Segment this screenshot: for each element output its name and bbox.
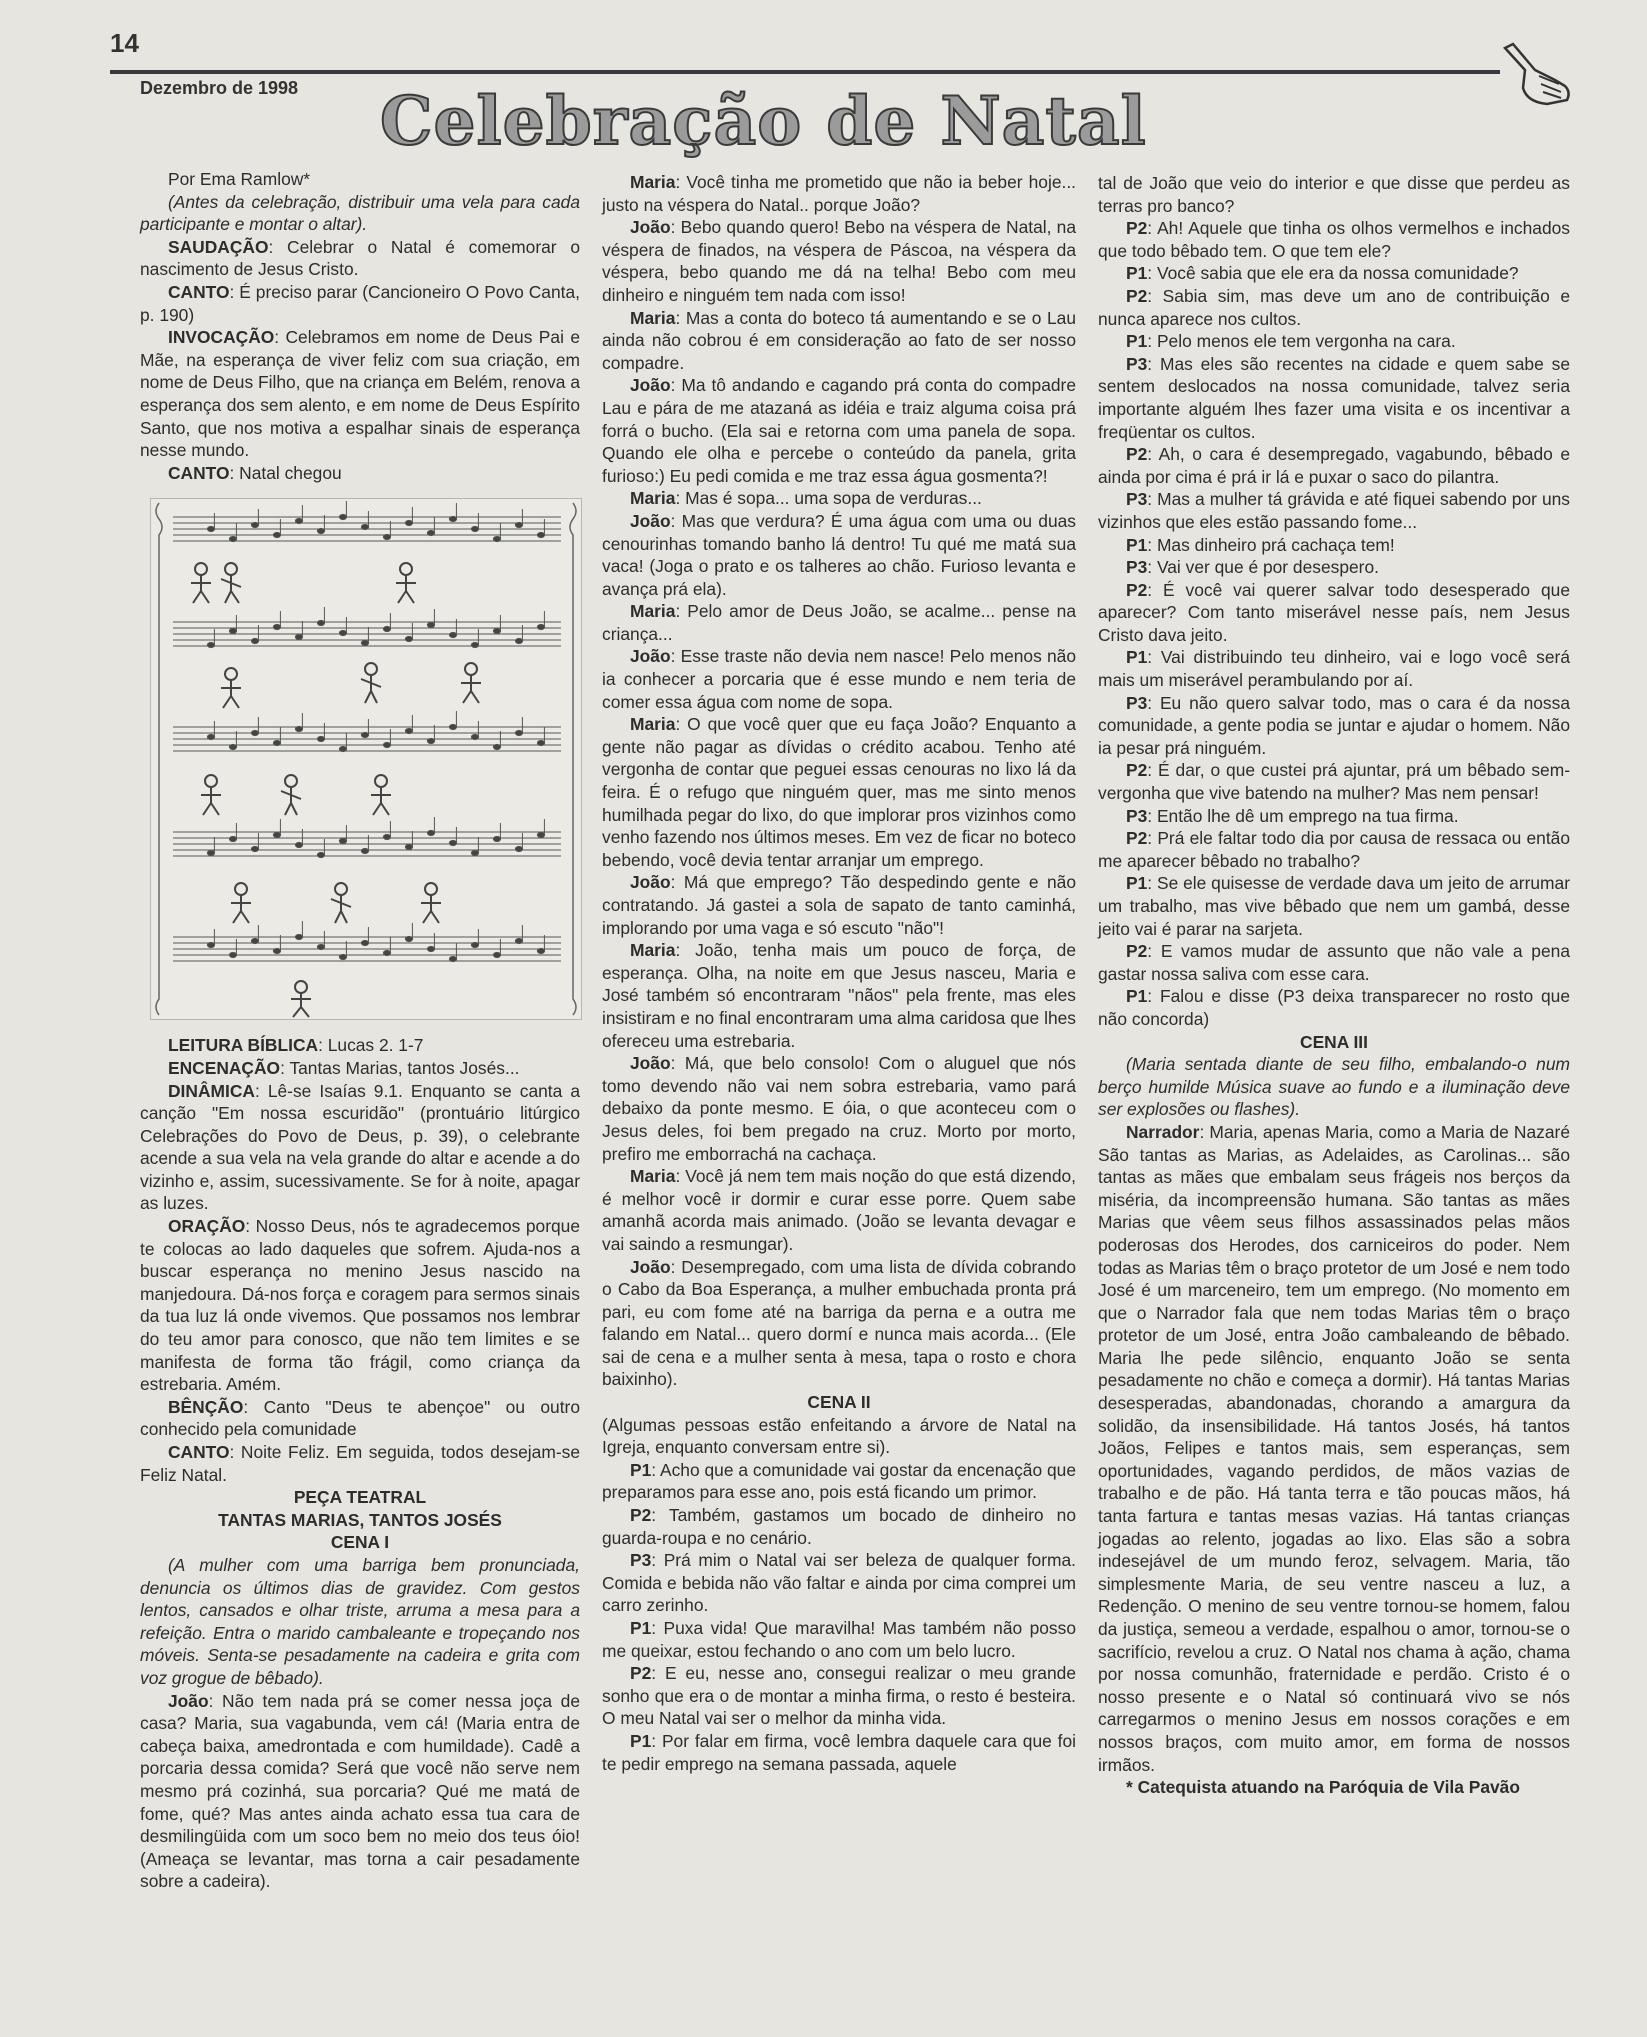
- music-note: [493, 629, 500, 634]
- speaker-label: P1: [1126, 263, 1148, 284]
- dialogue-line: [602, 600, 1076, 645]
- music-note: [229, 537, 236, 542]
- music-note: [339, 515, 346, 520]
- dialogue-text: : E vamos mudar de assunto que não vale a pena gastar nossa saliva com esse cara.: [1098, 941, 1570, 984]
- dialogue-line: [1098, 217, 1570, 262]
- speaker-label: Maria: [630, 307, 676, 328]
- speaker-label: P1: [630, 1730, 652, 1751]
- speaker-label: P2: [630, 1505, 652, 1526]
- speaker-label: P3: [1126, 692, 1148, 713]
- dialogue-line: [1098, 488, 1570, 533]
- column-1: [140, 168, 580, 1893]
- pointing-hand-icon: [1495, 40, 1575, 110]
- section-label: ORAÇÃO: [168, 1216, 246, 1237]
- dialogue-line: [1098, 646, 1570, 691]
- speaker-label: P1: [1126, 986, 1148, 1007]
- dialogue-line: [1098, 805, 1570, 828]
- dialogue-line: [1098, 579, 1570, 647]
- dialogue-text: : Ah, o cara é desempregado, vagabundo, bêbado e ainda por cima é prá ir lá e puxar o saco do pilantra.: [1098, 444, 1570, 487]
- speaker-label: Maria: [630, 940, 676, 961]
- column-3: [1098, 172, 1570, 1799]
- dialogue-text: : Prá ele faltar todo dia por causa de ressaca ou então me aparecer bêbado no trabalho?: [1098, 828, 1570, 871]
- music-note: [251, 731, 258, 736]
- music-note: [251, 639, 258, 644]
- dialogue-text: : Má que emprego? Tão despedindo gente e não contratando. Já gastei a sola de sapato de tanto caminhá, implorando por uma vaga e só escuto "não"!: [602, 872, 1076, 938]
- dialogue-line: [602, 1165, 1076, 1255]
- speaker-label: Maria: [630, 1166, 676, 1187]
- dialogue-text: : Mas é sopa... uma sopa de verduras...: [675, 488, 982, 509]
- speaker-label: P3: [1126, 557, 1148, 578]
- footnote: * Catequista atuando na Paróquia de Vila Pavão: [1126, 1777, 1520, 1798]
- music-note: [273, 533, 280, 538]
- music-note: [515, 847, 522, 852]
- dialogue-text: : Mas dinheiro prá cachaça tem!: [1147, 534, 1395, 555]
- section-text: : É preciso parar (Cancioneiro O Povo Canta, p. 190): [140, 281, 580, 325]
- dialogue-text: : Pelo menos ele tem vergonha na cara.: [1147, 331, 1456, 352]
- dialogue-text: : Ma tô andando e cagando prá conta do compadre Lau e pára de me atazaná as idéia e traiz alguma coisa prá forrá o bucho. (Ela sai e retorna com uma panela de sopa. Quando ele olha e percebe o conteúdo da panela, grita furioso:) Eu pedi comida e me traz essa água gosmenta?!: [602, 375, 1076, 486]
- issue-date: Dezembro de 1998: [140, 78, 299, 98]
- dialogue-text: : Acho que a comunidade vai gostar da encenação que preparamos para esse ano, pois está ficando um primor.: [602, 1459, 1076, 1503]
- scene-heading: CENA III: [1300, 1031, 1368, 1052]
- section-label: ENCENAÇÃO: [168, 1057, 281, 1078]
- dialogue-text: : Falou e disse (P3 deixa transparecer no rosto que não concorda): [1098, 986, 1570, 1029]
- music-note: [295, 727, 302, 732]
- dialogue-line: [602, 487, 1076, 510]
- dialogue-text: : Bebo quando quero! Bebo na véspera de Natal, na véspera de finados, na véspera de Páscoa, na véspera da véspera, bebo quando me dá na telha! Bebo com meu dinheiro e ninguém tem nada com isso!: [602, 217, 1076, 305]
- music-note: [207, 527, 214, 532]
- dialogue-line: [1098, 827, 1570, 872]
- music-note: [317, 853, 324, 858]
- paragraph: [140, 326, 580, 462]
- music-note: [229, 953, 236, 958]
- music-note: [493, 745, 500, 750]
- dialogue-text: : João, tenha mais um pouco de força, de esperança. Olha, na noite em que Jesus nasceu, Maria e José também só encontraram "nãos" pela frente, mas eles insistiram e no final encontraram uma alma caridosa que lhes ofereceu uma estrebaria.: [602, 940, 1076, 1051]
- music-note: [251, 939, 258, 944]
- music-note: [273, 833, 280, 838]
- dialogue-line: [1098, 872, 1570, 940]
- dialogue-text: : É dar, o que custei prá ajuntar, prá um bêbado sem-vergonha que vive batendo na mulher? Mas nem pensar!: [1098, 760, 1570, 804]
- dialogue-line: [602, 645, 1076, 713]
- music-note: [515, 523, 522, 528]
- music-note: [515, 939, 522, 944]
- dialogue-text: : Prá mim o Natal vai ser beleza de qualquer forma. Comida e bebida não vão faltar e ainda por cima comprei um carro zerinho.: [602, 1550, 1076, 1616]
- section-text: : Celebrar o Natal é comemorar o nascimento de Jesus Cristo.: [140, 236, 580, 280]
- paragraph: [140, 236, 580, 281]
- dialogue-line: [1098, 262, 1570, 285]
- score-border: [156, 503, 576, 1015]
- dialogue-line: [602, 510, 1076, 600]
- dialogue-text: : Ah! Aquele que tinha os olhos vermelhos e inchados que todo bêbado tem. O que tem ele?: [1098, 218, 1570, 261]
- music-note: [229, 629, 236, 634]
- music-note: [339, 631, 346, 636]
- music-note: [361, 733, 368, 738]
- music-note: [471, 943, 478, 948]
- music-note: [207, 735, 214, 740]
- music-note: [361, 525, 368, 530]
- section-text: : Tantas Marias, tantos Josés...: [280, 1057, 520, 1078]
- header-rule: [110, 70, 1500, 74]
- dialogue-line: [602, 1504, 1076, 1549]
- speaker-label: João: [630, 1256, 671, 1277]
- dialogue-line: [602, 1549, 1076, 1617]
- speaker-label: João: [630, 375, 671, 396]
- author-line: Por Ema Ramlow*: [168, 169, 311, 189]
- paragraph: [140, 1057, 580, 1080]
- speaker-label: P3: [1126, 805, 1148, 826]
- music-note: [273, 949, 280, 954]
- dialogue-line: [602, 1617, 1076, 1662]
- music-note: [251, 523, 258, 528]
- music-note: [317, 737, 324, 742]
- paragraph: [140, 1080, 580, 1216]
- speaker-label: P1: [1126, 331, 1148, 352]
- music-note: [295, 519, 302, 524]
- dialogue-text: : Não tem nada prá se comer nessa joça de casa? Maria, sua vagabunda, vem cá! (Maria entra de cabeça baixa, amedrontada e com humildade). Cadê a porcaria dessa comida? Será que você não serve nem mesmo prá cozinhá, sua porcaria? Qué me matá de fome, qué? Mas antes ainda achato essa tua cara de desmilingüida com um soco bem no meio dos teus óio! (Ameaça se levantar, mas torna a cair pesadamente sobre a cadeira).: [140, 1690, 580, 1892]
- speaker-label: P2: [630, 1663, 652, 1684]
- speaker-label: João: [630, 510, 671, 531]
- section-text: : Lucas 2. 1-7: [318, 1035, 424, 1056]
- music-note: [361, 641, 368, 646]
- music-staves: [173, 501, 561, 962]
- speaker-label: P1: [1126, 873, 1148, 894]
- music-note: [449, 841, 456, 846]
- dialogue-line: [1098, 1121, 1570, 1776]
- music-note: [383, 835, 390, 840]
- dialogue-line: [602, 713, 1076, 871]
- section-text: : Noite Feliz. Em seguida, todos desejam-se Feliz Natal.: [140, 1442, 580, 1485]
- dialogue-text: : Vai distribuindo teu dinheiro, vai e logo você será mais um miserável perambulando por aí.: [1098, 647, 1570, 691]
- dialogue-line: [602, 1459, 1076, 1504]
- stage-direction: (A mulher com uma barriga bem pronunciada, denuncia os últimos dias de gravidez. Com gestos lentos, cansados e olhar triste, arruma a mesa para a refeição. Entra o marido cambaleante e tropeçando nos móveis. Senta-se pesadamente na cadeira e grita com voz grogue de bêbado).: [140, 1554, 580, 1688]
- music-note: [229, 837, 236, 842]
- speaker-label: P2: [1126, 828, 1148, 849]
- music-note: [383, 951, 390, 956]
- music-note: [449, 633, 456, 638]
- stage-direction: (Algumas pessoas estão enfeitando a árvore de Natal na Igreja, enquanto conversam entre si).: [602, 1414, 1076, 1458]
- music-note: [207, 943, 214, 948]
- dialogue-line: [602, 1662, 1076, 1730]
- music-note: [207, 643, 214, 648]
- column-2: [602, 171, 1076, 1775]
- speaker-label: João: [630, 217, 671, 238]
- dialogue-text: : E eu, nesse ano, consegui realizar o meu grande sonho que era o de montar a minha firma, o resto é besteira. O meu Natal vai ser o melhor da minha vida.: [602, 1663, 1076, 1729]
- music-note: [207, 851, 214, 856]
- music-note: [383, 743, 390, 748]
- music-note: [383, 535, 390, 540]
- dialogue-line: [602, 939, 1076, 1052]
- music-note: [449, 957, 456, 962]
- music-note: [273, 741, 280, 746]
- music-note: [405, 729, 412, 734]
- music-note: [515, 731, 522, 736]
- speaker-label: P2: [1126, 579, 1148, 600]
- music-note: [405, 521, 412, 526]
- page-number: 14: [110, 28, 139, 58]
- music-note: [229, 745, 236, 750]
- music-note: [339, 955, 346, 960]
- play-subtitle: TANTAS MARIAS, TANTOS JOSÉS: [218, 1509, 502, 1530]
- music-note: [383, 627, 390, 632]
- music-note: [361, 849, 368, 854]
- dialogue-text: : Você já nem tem mais noção do que está dizendo, é melhor você ir dormir e curar esse porre. Quem sabe amanhã acorda mais animado. (João se levanta devagar e vai saindo a resmungar).: [602, 1166, 1076, 1254]
- section-label: BÊNÇÃO: [168, 1396, 244, 1417]
- dialogue-continuation: tal de João que veio do interior e que disse que perdeu as terras pro banco?: [1098, 173, 1570, 216]
- speaker-label: P1: [630, 1618, 652, 1638]
- page-title: Celebração de Natal: [380, 82, 1147, 160]
- dialogue-text: : Esse traste não devia nem nasce! Pelo menos não ia conhecer a porcaria que é esse mundo e nem teria de comer essa água com nome de sopa.: [602, 646, 1076, 712]
- dialogue-line: [602, 307, 1076, 375]
- dialogue-text: : Vai ver que é por desespero.: [1147, 557, 1379, 578]
- music-note: [471, 643, 478, 648]
- speaker-label: P1: [630, 1459, 652, 1480]
- paragraph: [140, 281, 580, 326]
- section-text: : Natal chegou: [229, 462, 342, 483]
- sheet-music-image: [150, 498, 582, 1020]
- music-note: [405, 637, 412, 642]
- dialogue-line: [1098, 285, 1570, 330]
- dialogue-line: [140, 1690, 580, 1893]
- section-label: CANTO: [168, 462, 230, 483]
- speaker-label: P3: [1126, 353, 1148, 374]
- music-note: [427, 947, 434, 952]
- speaker-label: Maria: [630, 714, 676, 735]
- dialogue-text: : Então lhe dê um emprego na tua firma.: [1147, 805, 1459, 826]
- music-note: [493, 537, 500, 542]
- music-note: [449, 725, 456, 730]
- music-note: [405, 845, 412, 850]
- speaker-label: Narrador: [1126, 1121, 1200, 1142]
- dialogue-text: : O que você quer que eu faça João? Enquanto a gente não pagar as dívidas o crédito acabou. Tenho até vergonha de contar que peguei essas cenouras no lixo lá da feira. É o refugo que ninguém quer, mas me sinto menos humilhada pegar do lixo, do que implorar pros vizinhos como venho fazendo nos últimos meses. Em vez de ficar no boteco bebendo, você devia tentar arranjar um emprego.: [602, 714, 1076, 870]
- speaker-label: P2: [1126, 444, 1148, 465]
- dialogue-line: [1098, 353, 1570, 443]
- music-note: [405, 937, 412, 942]
- speaker-label: Maria: [630, 488, 676, 509]
- speaker-label: P1: [1126, 534, 1148, 555]
- music-note: [339, 839, 346, 844]
- section-label: LEITURA BÍBLICA: [168, 1035, 319, 1056]
- dialogue-text: : Puxa vida! Que maravilha! Mas também não posso me queixar, estou fechando o ano com um belo lucro.: [602, 1618, 1076, 1661]
- music-note: [471, 851, 478, 856]
- music-note: [471, 527, 478, 532]
- paragraph: [140, 1215, 580, 1396]
- dialogue-text: : Mas a mulher tá grávida e até fiquei sabendo por uns vizinhos que eles estão passando fome...: [1098, 489, 1570, 532]
- music-note: [449, 517, 456, 522]
- speaker-label: João: [630, 646, 671, 667]
- paragraph: [140, 1396, 580, 1441]
- dialogue-line: [602, 216, 1076, 306]
- speaker-label: João: [630, 872, 671, 893]
- speaker-label: Maria: [630, 601, 676, 622]
- dialogue-line: [1098, 985, 1570, 1030]
- paragraph: [140, 1034, 580, 1057]
- dialogue-line: [602, 374, 1076, 487]
- dialogue-text: : Você sabia que ele era da nossa comunidade?: [1147, 263, 1519, 284]
- dialogue-text: : Desempregado, com uma lista de dívida cobrando o Cabo da Boa Esperança, a mulher embuchada pronta prá pari, eu com fome até na barriga da perna e a outra me falando em Natal... quero dormí e nunca mais acorda... (Ele sai de cena e a mulher senta à mesa, tapa o rosto e chora baixinho).: [602, 1256, 1076, 1390]
- play-title: PEÇA TEATRAL: [293, 1487, 427, 1508]
- section-label: DINÂMICA: [168, 1080, 255, 1101]
- music-note: [317, 945, 324, 950]
- section-label: CANTO: [168, 281, 230, 302]
- dialogue-line: [1098, 759, 1570, 804]
- music-note: [493, 837, 500, 842]
- music-note: [295, 635, 302, 640]
- dialogue-line: [602, 871, 1076, 939]
- music-note: [427, 623, 434, 628]
- music-note: [339, 747, 346, 752]
- music-note: [295, 843, 302, 848]
- section-text: : Canto "Deus te abençoe" ou outro conhecido pela comunidade: [140, 1396, 580, 1440]
- intro-note: (Antes da celebração, distribuir uma vela para cada participante e montar o altar).: [140, 191, 580, 235]
- music-note: [493, 953, 500, 958]
- dialogue-text: : Mas que verdura? É uma água com uma ou duas cenourinhas tomando banho lá dentro! Tu qué me matá sua vaca! (Joga o prato e os talheres ao chão. Furioso levanta e avança prá ela).: [602, 510, 1076, 599]
- paragraph: [140, 1441, 580, 1486]
- section-label: CANTO: [168, 1442, 230, 1462]
- dialogue-line: [1098, 556, 1570, 579]
- scene-heading: CENA II: [807, 1392, 871, 1413]
- paragraph: [140, 462, 580, 485]
- dialogue-line: [602, 1256, 1076, 1392]
- dialogue-line: [602, 171, 1076, 216]
- speaker-label: P3: [1126, 489, 1148, 510]
- section-label: SAUDAÇÃO: [168, 236, 269, 257]
- music-note: [427, 739, 434, 744]
- dialogue-text: : Se ele quisesse de verdade dava um jeito de arrumar um trabalho, mas vive bêbado que nem um gambá, desse jeito vai é parar na sarjeta.: [1098, 873, 1570, 939]
- music-note: [317, 529, 324, 534]
- music-note: [515, 639, 522, 644]
- dialogue-text: : Mas eles são recentes na cidade e quem sabe se sentem deslocados na nossa comunidade, talvez seria importante alguém lhes fazer uma visita e os incentivar a freqüentar os cultos.: [1098, 353, 1570, 442]
- dialogue-text: : É você vai querer salvar todo desesperado que aparecer? Com tanto miserável nesse país, nem Jesus Cristo dava jeito.: [1098, 579, 1570, 645]
- music-note: [251, 847, 258, 852]
- dialogue-line: [1098, 443, 1570, 488]
- dialogue-text: : Má, que belo consolo! Com o aluguel que nós tomo devendo não vai nem sobra estrebaria, vamo pará debaixo da ponte mesmo. E óia, o que aconteceu com o Jesus deles, foi bem pregado na cruz. Morto por morto, prefiro me emborrachá na cachaça.: [602, 1053, 1076, 1164]
- music-note: [273, 625, 280, 630]
- dialogue-text: : Você tinha me prometido que não ia beber hoje... justo na véspera do Natal.. porque João?: [602, 172, 1076, 215]
- music-note: [537, 533, 544, 538]
- stage-direction: (Maria sentada diante de seu filho, embalando-o num berço humilde Música suave ao fundo e a iluminação deve ser explosões ou flashes).: [1098, 1054, 1570, 1120]
- speaker-label: Maria: [630, 172, 676, 192]
- dialogue-line: [1098, 534, 1570, 557]
- dialogue-text: : Sabia sim, mas deve um ano de contribuição e nunca aparece nos cultos.: [1098, 285, 1570, 329]
- speaker-label: P2: [1126, 285, 1148, 306]
- music-note: [537, 833, 544, 838]
- speaker-label: João: [630, 1053, 671, 1074]
- section-label: INVOCAÇÃO: [168, 327, 275, 348]
- speaker-label: P2: [1126, 941, 1148, 962]
- music-note: [317, 621, 324, 626]
- dialogue-text: : Maria, apenas Maria, como a Maria de Nazaré São tantas as Marias, as Adelaides, as Carolinas... são tantas as mães que embalam seus frágeis nos berços da miséria, da incompreensão humana. São tantas as mães Marias que vêem seus filhos assassinados pelas mãos poderosas dos Herodes, dos carniceiros do poder. Nem todas as Marias têm o braço protetor de um José e nem todo José é um marceneiro, tem um emprego. (No momento em que o Narrador fala que nem todas Marias têm o braço protetor de um José, entra João cambaleando de bêbado. Maria lhe pede silêncio, enquanto João se senta pesadamente no chão e começa a dormir). Há tantas Marias desesperadas, abandonadas, chorando a amargura da solidão, da insensibilidade. Há tantos Josés, há tantos Joãos, Felipes e tantos mais, sem esperanças, sem oportunidades, vagando perdidos, de mãos vazias de trabalho e de pão. Há tanta terra e tão poucas mãos, há tanta fartura e tantas mesas vazias. Há tantas crianças jogadas ao relento, jogadas ao lixo. Elas são a sobra indesejável de um mundo feroz, selvagem. Maria, tão simplesmente Maria, de seu ventre nasceu a luz, a Redenção. O menino de seu ventre tornou-se homem, falou da justiça, semeou a verdade, espalhou o amor, tornou-se o sacrifício, revelou a cruz. O Natal nos chama à ação, chama por nossa comunhão, fraternidade e perdão. Cristo é o nosso presente e o Natal só continuará vivo se nós carregarmos o menino Jesus em nossos corações e em nossos braços, com muito amor, em forma de nossos irmãos.: [1098, 1121, 1570, 1775]
- music-note: [427, 831, 434, 836]
- speaker-label: P2: [1126, 760, 1148, 781]
- scene-heading: CENA I: [330, 1532, 390, 1553]
- dialogue-line: [602, 1052, 1076, 1165]
- dialogue-line: [602, 1730, 1076, 1775]
- dialogue-line: [1098, 940, 1570, 985]
- speaker-label: P2: [1126, 218, 1148, 239]
- music-note: [361, 941, 368, 946]
- dialogue-text: : Mas a conta do boteco tá aumentando e se o Lau ainda não cobrou é em consideração ao fato de ser nosso compadre.: [602, 307, 1076, 373]
- dialogue-line: [1098, 330, 1570, 353]
- dialogue-line: [1098, 692, 1570, 760]
- section-text: : Lê-se Isaías 9.1. Enquanto se canta a canção "Em nossa escuridão" (prontuário litúrgico Celebrações do Povo de Deus, p. 39), o celebrante acende a sua vela na vela grande do altar e acende a do vizinho e, assim, sucessivamente. Se for à noite, apagar as luzes.: [140, 1080, 580, 1214]
- dialogue-text: : Pelo amor de Deus João, se acalme... pense na criança...: [602, 601, 1076, 644]
- music-note: [427, 531, 434, 536]
- speaker-label: P1: [1126, 647, 1148, 668]
- music-note: [295, 935, 302, 940]
- dialogue-text: : Por falar em firma, você lembra daquele cara que foi te pedir emprego na semana passada, aquele: [602, 1730, 1076, 1774]
- section-text: : Nosso Deus, nós te agradecemos porque te colocas ao lado daqueles que sofrem. Ajuda-nos a buscar esperança no menino Jesus nascido na manjedoura. Dá-nos força e coragem para sermos sinais da tua luz lá onde vivemos. Que possamos nos lembrar do teu amor para conosco, que não tem limites e se manifesta de forma tão frágil, como criança da estrebaria. Amém.: [140, 1216, 580, 1395]
- music-note: [537, 625, 544, 630]
- section-text: : Celebramos em nome de Deus Pai e Mãe, na esperança de viver feliz com sua criação, em nome de Deus Filho, que na criança em Belém, renova a esperança dos sem alento, e em nome de Deus Espírito Santo, que nos motiva a espalhar sinais de esperança nesse mundo.: [140, 327, 580, 461]
- speaker-label: João: [168, 1690, 209, 1711]
- speaker-label: P3: [630, 1550, 652, 1571]
- music-note: [471, 735, 478, 740]
- music-note: [537, 949, 544, 954]
- music-note: [537, 741, 544, 746]
- dialogue-text: : Também, gastamos um bocado de dinheiro no guarda-roupa e no cenário.: [602, 1505, 1076, 1548]
- dialogue-text: : Eu não quero salvar todo, mas o cara é da nossa comunidade, a gente podia se juntar e ajudar o homem. Não ia pesar prá ninguém.: [1098, 692, 1570, 758]
